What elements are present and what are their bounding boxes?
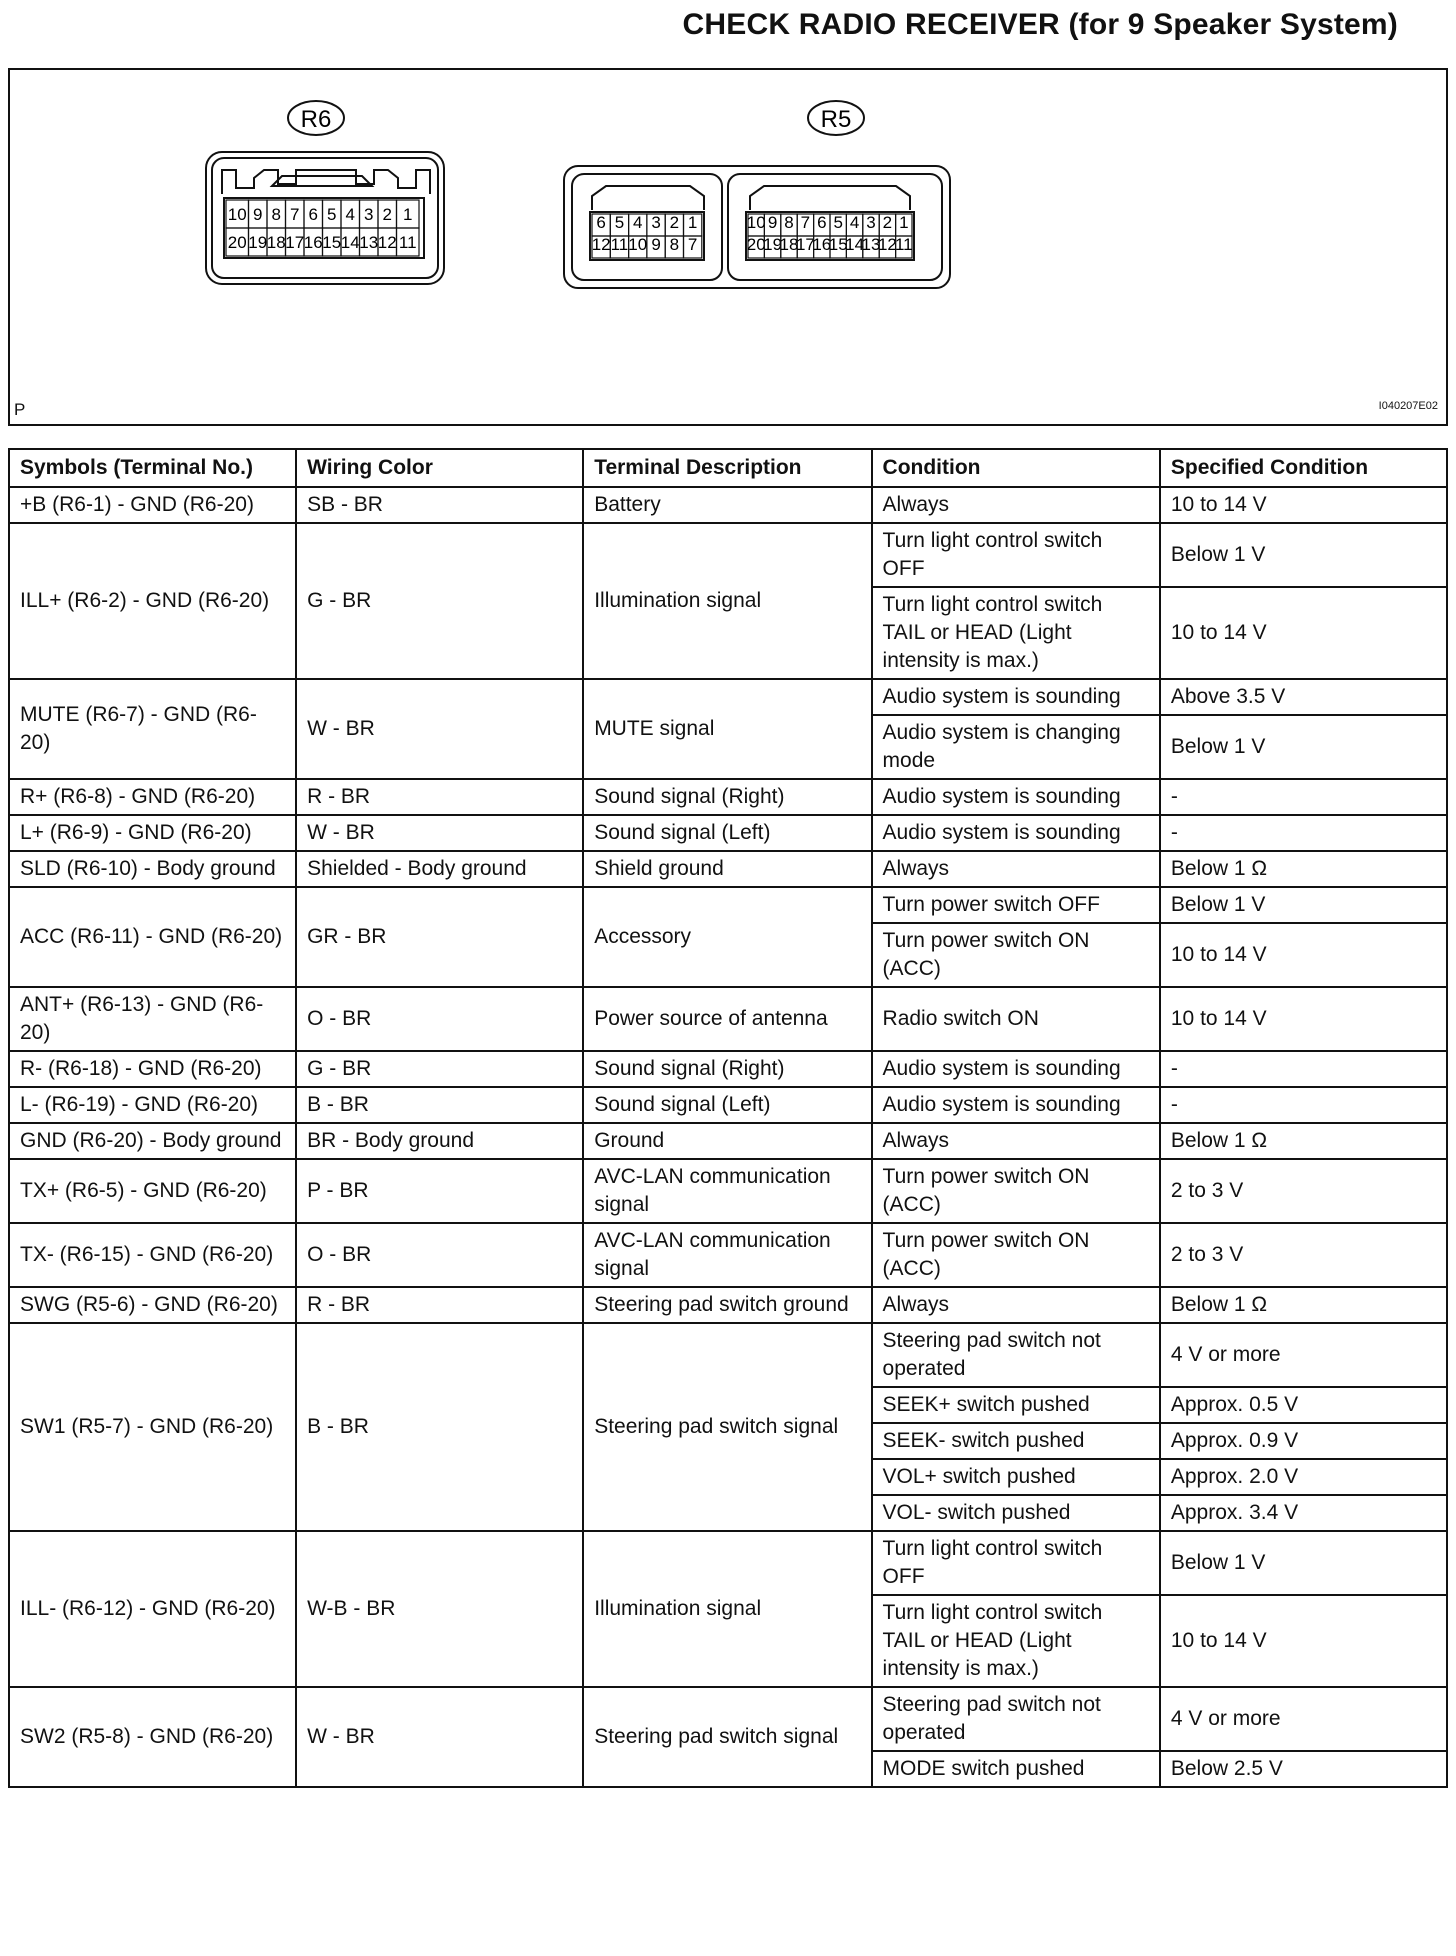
table-row [9, 779, 1447, 815]
specification-table [8, 448, 1448, 1788]
terminal-symbol: L- (R6-19) - GND (R6-20) [9, 1087, 296, 1123]
terminal-description: Sound signal (Left) [583, 1087, 871, 1123]
condition: Turn light control switch TAIL or HEAD (Light intensity is max.) [872, 587, 1160, 679]
terminal-description: Shield ground [583, 851, 871, 887]
pin-number: 1 [403, 205, 413, 224]
table-row [9, 887, 1447, 923]
pin-number: 10 [628, 235, 648, 254]
pin-number: 8 [271, 205, 281, 224]
pin-number: 11 [398, 233, 417, 252]
table-row [9, 1287, 1447, 1323]
wiring-color: W - BR [296, 815, 583, 851]
wiring-color: P - BR [296, 1159, 583, 1223]
wiring-color: G - BR [296, 1051, 583, 1087]
pin-number: 13 [861, 235, 881, 254]
terminal-description: Steering pad switch signal [583, 1687, 871, 1787]
pin-number: 12 [591, 235, 611, 254]
condition: Steering pad switch not operated [872, 1323, 1160, 1387]
specified-condition: Above 3.5 V [1160, 679, 1447, 715]
condition: Audio system is sounding [872, 1087, 1160, 1123]
terminal-description: AVC-LAN communication signal [583, 1223, 871, 1287]
specified-condition: - [1160, 815, 1447, 851]
terminal-description: AVC-LAN communication signal [583, 1159, 871, 1223]
pin-number: 19 [248, 233, 268, 252]
pin-number: 4 [633, 213, 643, 232]
wiring-color: B - BR [296, 1323, 583, 1531]
table-row [9, 1123, 1447, 1159]
pin-number: 11 [894, 235, 913, 254]
terminal-description: Accessory [583, 887, 871, 987]
condition: Radio switch ON [872, 987, 1160, 1051]
terminal-symbol: SWG (R5-6) - GND (R6-20) [9, 1287, 296, 1323]
specified-condition: 10 to 14 V [1160, 487, 1447, 523]
condition: Turn light control switch OFF [872, 523, 1160, 587]
condition: VOL+ switch pushed [872, 1459, 1160, 1495]
specified-condition: - [1160, 779, 1447, 815]
specified-condition: 10 to 14 V [1160, 587, 1447, 679]
terminal-description: Sound signal (Right) [583, 779, 871, 815]
terminal-symbol: ILL+ (R6-2) - GND (R6-20) [9, 523, 296, 679]
condition: Audio system is changing mode [872, 715, 1160, 779]
pin-number: 6 [308, 205, 318, 224]
wiring-color: G - BR [296, 523, 583, 679]
pin-number: 7 [290, 205, 300, 224]
header-wiring-color: Wiring Color [296, 449, 583, 487]
pin-number: 2 [669, 213, 680, 232]
table-row [9, 1159, 1447, 1223]
pin-number: 4 [345, 205, 355, 224]
pin-number: 13 [359, 233, 379, 252]
specified-condition: Approx. 0.5 V [1160, 1387, 1447, 1423]
pin-number: 7 [687, 235, 698, 254]
terminal-description: Sound signal (Left) [583, 815, 871, 851]
page-title: CHECK RADIO RECEIVER (for 9 Speaker System) [682, 8, 1398, 41]
terminal-description: MUTE signal [583, 679, 871, 779]
pin-number: 8 [669, 235, 680, 254]
corner-label: P [14, 400, 26, 419]
condition: Audio system is sounding [872, 1051, 1160, 1087]
connector-id-label: R5 [820, 106, 852, 133]
pin-number: 1 [687, 213, 698, 232]
terminal-description: Illumination signal [583, 523, 871, 679]
pin-number: 2 [382, 205, 392, 224]
condition: SEEK+ switch pushed [872, 1387, 1160, 1423]
condition: Audio system is sounding [872, 779, 1160, 815]
pin-number: 6 [596, 213, 606, 232]
pin-number: 16 [812, 235, 832, 254]
specified-condition: Below 1 Ω [1160, 1287, 1447, 1323]
table-row [9, 523, 1447, 587]
wiring-color: B - BR [296, 1087, 583, 1123]
specified-condition: 10 to 14 V [1160, 923, 1447, 987]
pin-number: 15 [322, 233, 342, 252]
wiring-color: GR - BR [296, 887, 583, 987]
specified-condition: - [1160, 1051, 1447, 1087]
table-row [9, 1051, 1447, 1087]
pin-number: 10 [746, 213, 766, 232]
wiring-color: O - BR [296, 1223, 583, 1287]
condition: Turn power switch OFF [872, 887, 1160, 923]
pin-number: 19 [763, 235, 783, 254]
pin-number: 9 [651, 235, 661, 254]
specified-condition: - [1160, 1087, 1447, 1123]
condition: Turn power switch ON (ACC) [872, 1223, 1160, 1287]
pin-number: 17 [795, 235, 815, 254]
condition: Turn light control switch TAIL or HEAD (Light intensity is max.) [872, 1595, 1160, 1687]
condition: Audio system is sounding [872, 679, 1160, 715]
pin-number: 12 [877, 235, 897, 254]
pin-number: 1 [899, 213, 909, 232]
pin-number: 9 [767, 213, 778, 232]
specified-condition: Below 1 Ω [1160, 1123, 1447, 1159]
specified-condition: 2 to 3 V [1160, 1223, 1447, 1287]
terminal-symbol: TX- (R6-15) - GND (R6-20) [9, 1223, 296, 1287]
pin-number: 8 [784, 213, 794, 232]
pin-number: 6 [817, 213, 827, 232]
pin-number: 10 [227, 205, 247, 224]
table-row [9, 679, 1447, 715]
terminal-symbol: L+ (R6-9) - GND (R6-20) [9, 815, 296, 851]
terminal-symbol: ILL- (R6-12) - GND (R6-20) [9, 1531, 296, 1687]
terminal-symbol: SLD (R6-10) - Body ground [9, 851, 296, 887]
specified-condition: Approx. 0.9 V [1160, 1423, 1447, 1459]
wiring-color: O - BR [296, 987, 583, 1051]
terminal-description: Battery [583, 487, 871, 523]
pin-number: 18 [779, 235, 799, 254]
terminal-symbol: ACC (R6-11) - GND (R6-20) [9, 887, 296, 987]
condition: MODE switch pushed [872, 1751, 1160, 1787]
table-body [9, 487, 1447, 1787]
condition: Turn light control switch OFF [872, 1531, 1160, 1595]
pin-number: 5 [327, 205, 337, 224]
condition: Turn power switch ON (ACC) [872, 1159, 1160, 1223]
terminal-symbol: R+ (R6-8) - GND (R6-20) [9, 779, 296, 815]
condition: Always [872, 1287, 1160, 1323]
wiring-color: BR - Body ground [296, 1123, 583, 1159]
terminal-description: Power source of antenna [583, 987, 871, 1051]
terminal-symbol: MUTE (R6-7) - GND (R6-20) [9, 679, 296, 779]
table-row [9, 1687, 1447, 1751]
pin-number: 4 [849, 213, 860, 232]
pin-number: 15 [828, 235, 848, 254]
specified-condition: Below 1 V [1160, 887, 1447, 923]
wiring-color: R - BR [296, 1287, 583, 1323]
wiring-color: W - BR [296, 679, 583, 779]
specified-condition: Approx. 2.0 V [1160, 1459, 1447, 1495]
specified-condition: Approx. 3.4 V [1160, 1495, 1447, 1531]
specified-condition: 2 to 3 V [1160, 1159, 1447, 1223]
pin-number: 14 [845, 235, 865, 254]
condition: Always [872, 487, 1160, 523]
pin-number: 9 [253, 205, 263, 224]
condition: VOL- switch pushed [872, 1495, 1160, 1531]
header-specified-condition: Specified Condition [1160, 449, 1447, 487]
specified-condition: Below 1 Ω [1160, 851, 1447, 887]
specified-condition: Below 1 V [1160, 715, 1447, 779]
figure-code: I040207E02 [1378, 400, 1438, 412]
terminal-description: Steering pad switch signal [583, 1323, 871, 1531]
pin-number: 18 [266, 233, 286, 252]
table-row [9, 1531, 1447, 1595]
wiring-color: Shielded - Body ground [296, 851, 583, 887]
connector-id-label: R6 [300, 106, 332, 133]
pin-number: 20 [746, 235, 766, 254]
terminal-description: Ground [583, 1123, 871, 1159]
condition: SEEK- switch pushed [872, 1423, 1160, 1459]
specified-condition: 10 to 14 V [1160, 987, 1447, 1051]
table-row [9, 987, 1447, 1051]
header-condition: Condition [872, 449, 1160, 487]
table-row [9, 487, 1447, 523]
pin-number: 17 [285, 233, 305, 252]
pin-number: 14 [340, 233, 360, 252]
pin-number: 5 [614, 213, 625, 232]
pin-number: 5 [833, 213, 843, 232]
terminal-description: Sound signal (Right) [583, 1051, 871, 1087]
specified-condition: 10 to 14 V [1160, 1595, 1447, 1687]
pin-number: 3 [866, 213, 876, 232]
table-row [9, 1323, 1447, 1387]
connector-figure [8, 68, 1448, 426]
table-header-row [9, 449, 1447, 487]
pin-number: 11 [610, 235, 629, 254]
specified-condition: Below 1 V [1160, 1531, 1447, 1595]
wiring-color: W-B - BR [296, 1531, 583, 1687]
condition: Steering pad switch not operated [872, 1687, 1160, 1751]
terminal-symbol: TX+ (R6-5) - GND (R6-20) [9, 1159, 296, 1223]
table-row [9, 851, 1447, 887]
wiring-color: SB - BR [296, 487, 583, 523]
header-terminal-description: Terminal Description [583, 449, 871, 487]
condition: Always [872, 851, 1160, 887]
table-row [9, 815, 1447, 851]
pin-number: 3 [364, 205, 374, 224]
header-symbols: Symbols (Terminal No.) [9, 449, 296, 487]
terminal-description: Steering pad switch ground [583, 1287, 871, 1323]
connector-diagram [10, 70, 1446, 424]
terminal-symbol: ANT+ (R6-13) - GND (R6-20) [9, 987, 296, 1051]
specified-condition: 4 V or more [1160, 1323, 1447, 1387]
table-row [9, 1223, 1447, 1287]
specified-condition: Below 2.5 V [1160, 1751, 1447, 1787]
terminal-description: Illumination signal [583, 1531, 871, 1687]
condition: Audio system is sounding [872, 815, 1160, 851]
terminal-symbol: SW1 (R5-7) - GND (R6-20) [9, 1323, 296, 1531]
specified-condition: 4 V or more [1160, 1687, 1447, 1751]
pin-number: 3 [651, 213, 661, 232]
specified-condition: Below 1 V [1160, 523, 1447, 587]
condition: Always [872, 1123, 1160, 1159]
pin-number: 7 [800, 213, 811, 232]
wiring-color: W - BR [296, 1687, 583, 1787]
terminal-symbol: SW2 (R5-8) - GND (R6-20) [9, 1687, 296, 1787]
terminal-symbol: GND (R6-20) - Body ground [9, 1123, 296, 1159]
connector-labels [226, 101, 913, 258]
terminal-symbol: +B (R6-1) - GND (R6-20) [9, 487, 296, 523]
wiring-color: R - BR [296, 779, 583, 815]
terminal-symbol: R- (R6-18) - GND (R6-20) [9, 1051, 296, 1087]
table-row [9, 1087, 1447, 1123]
pin-number: 16 [303, 233, 323, 252]
pin-number: 2 [882, 213, 893, 232]
pin-number: 12 [377, 233, 397, 252]
pin-number: 20 [227, 233, 247, 252]
condition: Turn power switch ON (ACC) [872, 923, 1160, 987]
